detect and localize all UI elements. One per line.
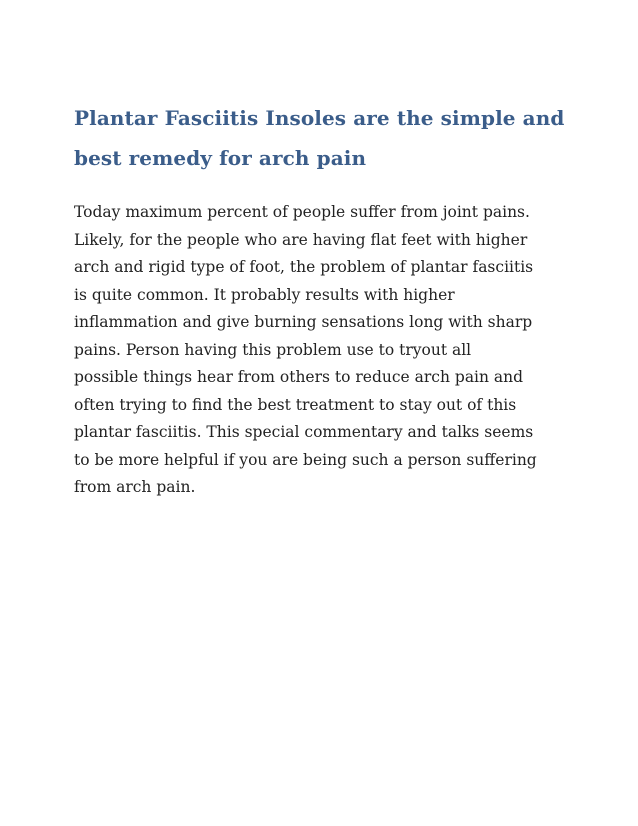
paragraph-line: from arch pain. bbox=[74, 478, 196, 496]
paragraph-line: to be more helpful if you are being such a person suffering bbox=[74, 450, 537, 469]
paragraph-line: Likely, for the people who are having flat feet with higher bbox=[74, 230, 528, 249]
paragraph-line: is quite common. It probably results with higher bbox=[74, 285, 455, 304]
paragraph-line: plantar fasciitis. This special commentary and talks seems bbox=[74, 423, 534, 441]
document-paragraph bbox=[74, 199, 574, 502]
paragraph-line: often trying to find the best treatment to stay out of this bbox=[74, 395, 517, 414]
paragraph-line: inflammation and give burning sensations long with sharp bbox=[74, 313, 533, 331]
paragraph-line: Today maximum percent of people suffer from joint pains. bbox=[74, 203, 530, 221]
heading-line: best remedy for arch pain bbox=[74, 146, 367, 170]
document-heading bbox=[74, 98, 574, 178]
paragraph-line: arch and rigid type of foot, the problem of plantar fasciitis bbox=[74, 258, 534, 276]
heading-line: Plantar Fasciitis Insoles are the simple and bbox=[74, 106, 565, 130]
paragraph-line: possible things hear from others to reduce arch pain and bbox=[74, 368, 524, 386]
paragraph-line: pains. Person having this problem use to tryout all bbox=[74, 340, 472, 359]
